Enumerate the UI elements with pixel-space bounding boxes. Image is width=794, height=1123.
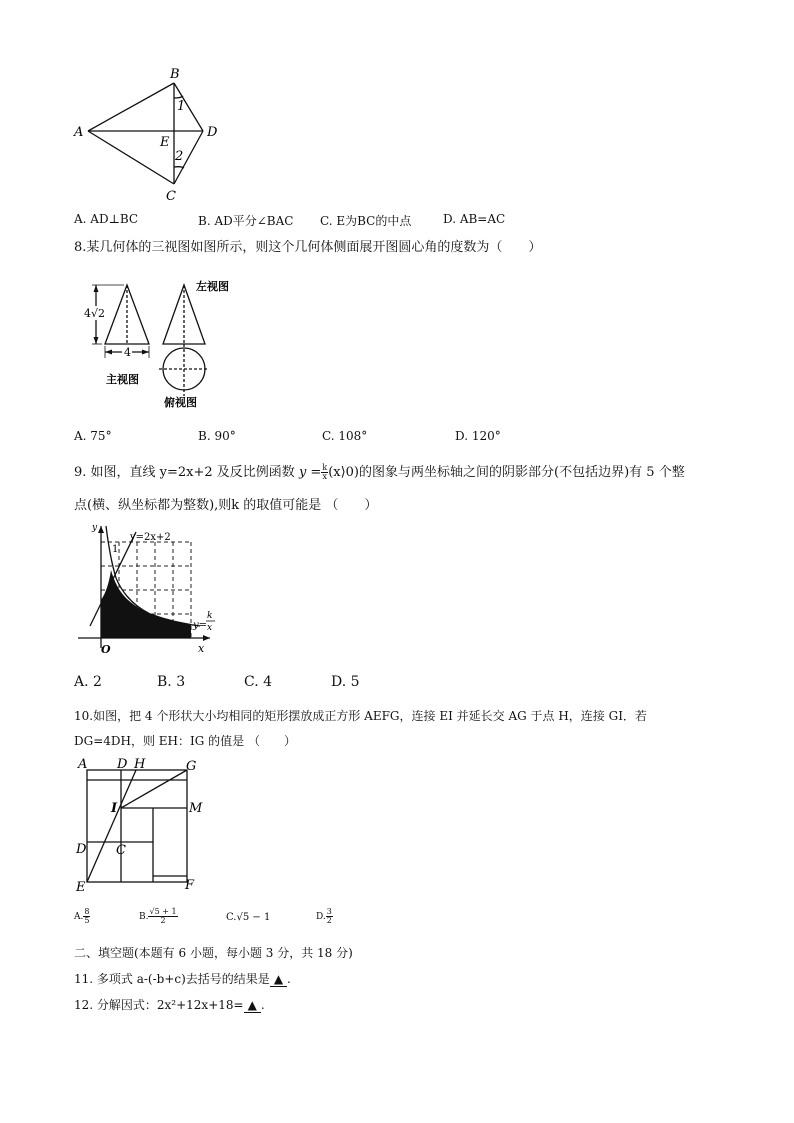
q10-label-i: I [111,801,118,816]
q9-option-a[interactable]: A. 2 [74,674,102,690]
q11-question [74,970,291,987]
q7-kite-figure [70,64,230,204]
q9-option-b[interactable]: B. 3 [157,674,186,690]
q11-text: 11. 多项式 a-(-b+c)去括号的结果是 [74,972,270,986]
q9-origin-label: O [101,643,111,656]
q7-option-b[interactable]: B. AD平分∠BAC [198,214,294,228]
q10-option-a[interactable] [74,908,90,925]
q9-text-part2: 的图象与两坐标轴之间的阴影部分(不包括边界)有 5 个整 [359,465,685,480]
q10-label-a: A [78,757,88,772]
q12-text: 12. 分解因式：2x²+12x+18= [74,998,244,1012]
q12-question [74,996,265,1013]
q8-front-view-label: 主视图 [106,373,139,386]
q10-option-d-num: 3 [326,907,332,916]
q10-label-g: G [186,759,197,774]
q10-option-b[interactable] [139,908,178,925]
q10-option-d-fraction [326,908,333,925]
q7-angle-1: 1 [177,99,186,114]
q11-end: . [287,972,291,986]
section2-heading: 二、填空题(本题有 6 小题，每小题 3 分，共 18 分) [74,946,353,960]
q8-three-views-figure [74,270,254,420]
q8-option-b[interactable]: B. 90° [198,429,236,443]
q10-option-b-fraction [148,908,177,925]
q9-question-line2: 点(横、纵坐标都为整数),则k 的取值可能是 （ ） [74,498,378,513]
q9-line-label: y=2x+2 [130,532,171,543]
q7-option-d[interactable]: D. AB=AC [443,212,506,226]
q11-answer-blank[interactable]: ▲ [270,972,287,987]
q10-option-b-num: √5 + 1 [149,907,177,916]
q9-text-part1: 9. 如图，直线 y=2x+2 及反比例函数 [74,465,295,480]
q10-label-f: F [185,878,195,893]
q7-option-a[interactable]: A. AD⊥BC [74,212,139,226]
q8-option-d[interactable]: D. 120° [455,429,501,443]
q10-option-a-den: 5 [84,916,90,925]
q12-answer-blank[interactable]: ▲ [244,998,261,1013]
q10-label-e: E [76,880,86,894]
q10-question-line2: DG=4DH，则 EH：IG 的值是 （ ） [74,734,296,748]
q7-label-c: C [166,189,176,204]
q9-one-label: 1 [112,544,119,555]
q10-option-d[interactable] [316,908,333,925]
q9-y-axis-label: y [92,523,98,533]
q9-func-den: x [322,472,328,481]
q9-func-condition: (x⟩0) [328,465,360,480]
q9-graph-figure [70,518,230,660]
q12-end: . [260,998,265,1012]
q7-label-b: B [170,67,180,82]
q7-option-c[interactable]: C. E为BC的中点 [320,214,412,228]
q9-question-line1 [74,461,685,481]
q8-option-c[interactable]: C. 108° [322,429,368,443]
q9-curve-num: k [207,611,213,621]
q7-angle-2: 2 [175,149,184,164]
q9-option-d[interactable]: D. 5 [331,674,360,690]
q10-question-line1: 10.如图，把 4 个形状大小均相同的矩形摆放成正方形 AEFG，连接 EI 并延长交 AG 于点 H，连接 GI．若 [74,709,647,723]
q10-option-a-fraction [83,908,90,925]
q7-label-d: D [207,125,218,140]
q10-label-h: H [134,757,146,772]
q10-label-d-left: D [76,842,87,857]
q8-left-view-label: 左视图 [196,280,229,293]
q8-base-label: 4 [124,346,131,359]
q10-option-a-prefix: A. [74,912,84,922]
q9-func-num: k [322,463,328,472]
q10-option-d-den: 2 [326,916,332,925]
q9-option-c[interactable]: C. 4 [244,674,273,690]
q10-label-c: C [116,843,126,858]
q10-option-a-num: 8 [84,907,90,916]
q10-option-b-den: 2 [160,916,166,925]
q8-question-text: 8.某几何体的三视图如图所示，则这个几何体侧面展开图圆心角的度数为（ ） [74,240,542,255]
q8-option-a[interactable]: A. 75° [74,429,112,443]
q8-height-label: 4√2 [84,307,106,320]
q10-option-c[interactable]: C.√5 − 1 [226,912,271,923]
q9-curve-den: x [207,623,213,633]
q9-func-y: y = [298,465,322,480]
q10-label-d-top: D [117,757,128,772]
q7-label-a: A [74,125,84,140]
q9-x-axis-label: x [198,642,205,655]
q10-square-figure [70,756,210,894]
q9-curve-label: y= [193,620,208,631]
q10-label-m: M [189,801,203,816]
q8-top-view-label: 俯视图 [164,396,197,409]
q10-option-d-prefix: D. [316,912,326,922]
q10-option-b-prefix: B. [139,912,149,922]
q7-label-e: E [160,135,170,150]
